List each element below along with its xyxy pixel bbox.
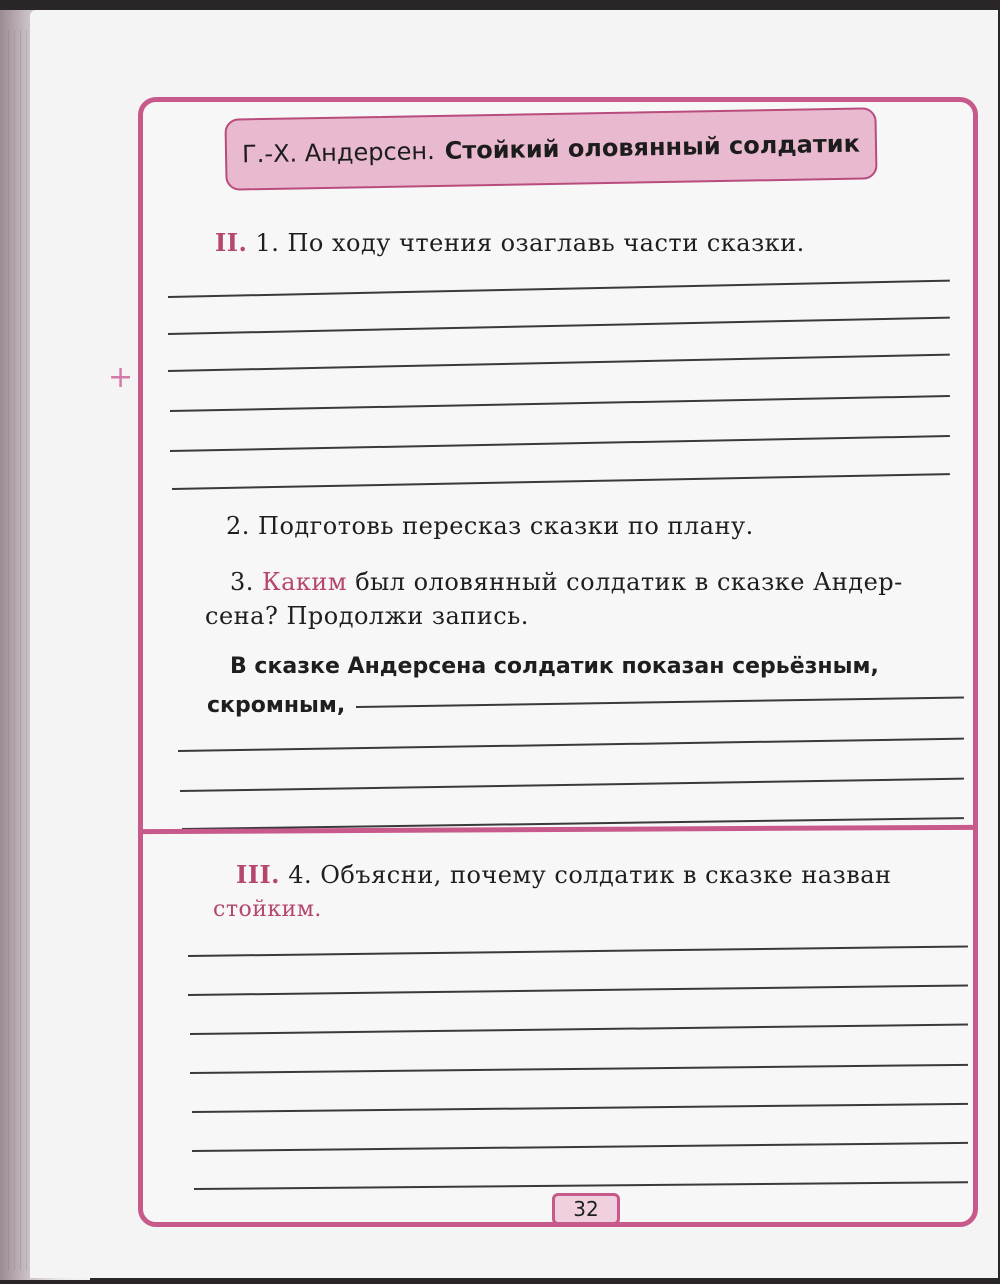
page-title: [224, 107, 877, 190]
margin-plus-mark: +: [108, 360, 134, 395]
task-4: [236, 860, 892, 889]
section-3-numeral: III.: [236, 860, 281, 889]
page-number: 32: [552, 1193, 620, 1225]
task-1: [215, 228, 805, 257]
prompt-line-2: скромным,: [207, 693, 346, 718]
task-3-line-2: сена? Продолжи запись.: [205, 602, 529, 630]
section-2-numeral: II.: [215, 228, 248, 257]
title-author: Г.-Х. Андерсен.: [241, 137, 435, 169]
task-3-highlight: Каким: [262, 568, 348, 596]
task-1-text: 1. По ходу чтения озаглавь части сказки.: [255, 229, 805, 257]
task-2: 2. Подготовь пересказ сказки по плану.: [226, 512, 754, 540]
prompt-line-1: В сказке Андерсена солдатик показан серьёзным,: [230, 654, 879, 679]
task-4-text: 4. Объясни, почему солдатик в сказке назван: [288, 861, 892, 889]
task-3: [230, 568, 903, 596]
task-3-text: был оловянный солдатик в сказке Андер-: [355, 568, 903, 596]
task-3-number: 3.: [230, 568, 254, 596]
task-4-highlight: стойким.: [213, 897, 322, 922]
title-work: Стойкий оловянный солдатик: [444, 129, 861, 165]
